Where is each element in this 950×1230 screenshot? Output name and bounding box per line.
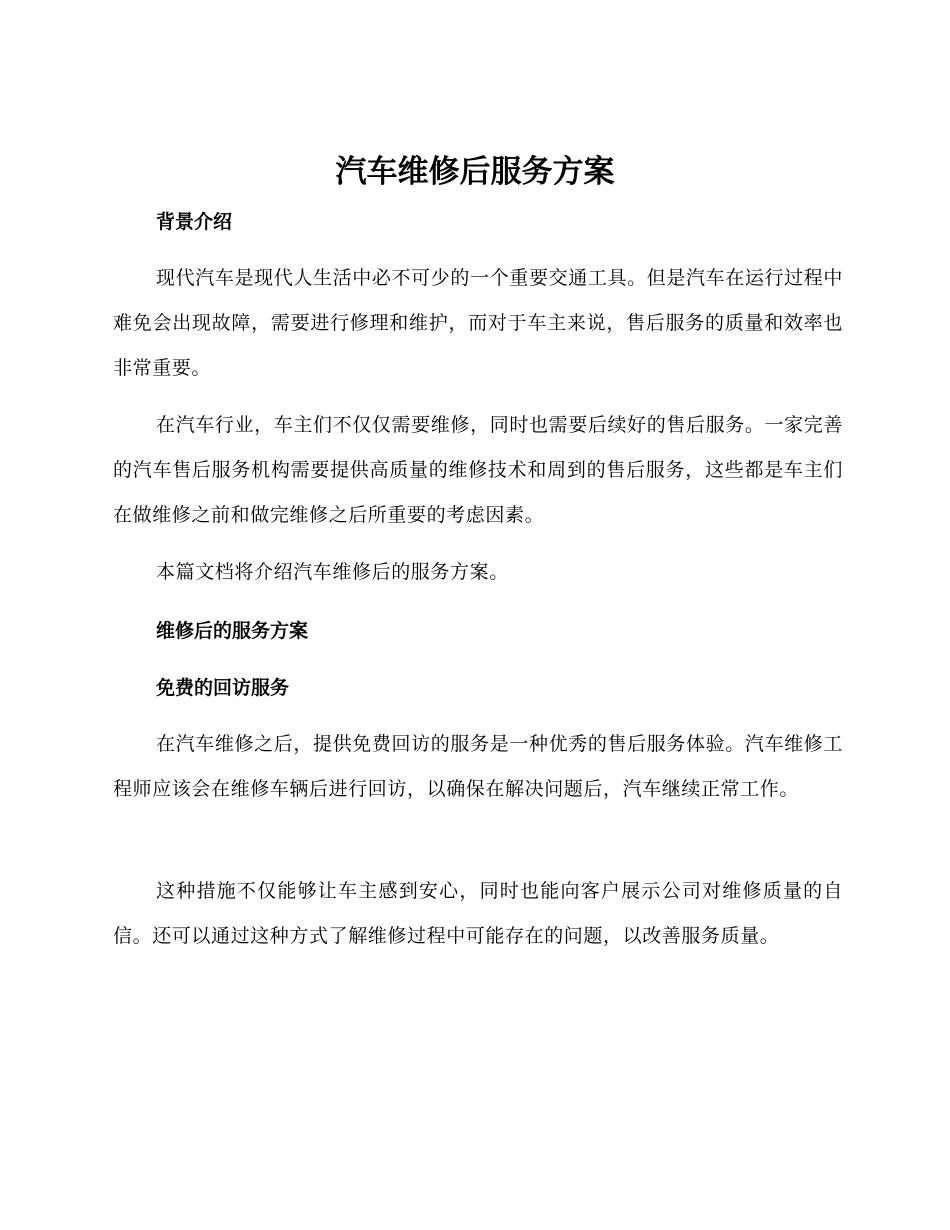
paragraph-intro-importance: 现代汽车是现代人生活中必不可少的一个重要交通工具。但是汽车在运行过程中难免会出现故障，需要进行修理和维护，而对于车主来说，售后服务的质量和效率也非常重要。 [113,267,843,379]
section-heading-background: 背景介绍 [156,211,233,233]
paragraph-free-visit-benefits: 这种措施不仅能够让车主感到安心，同时也能向客户展示公司对维修质量的自信。还可以通过这种方式了解维修过程中可能存在的问题，以改善服务质量。 [113,880,843,947]
document-title: 汽车维修后服务方案 [335,154,615,190]
paragraph-document-purpose: 本篇文档将介绍汽车维修后的服务方案。 [156,561,509,583]
paragraph-free-visit-description: 在汽车维修之后，提供免费回访的服务是一种优秀的售后服务体验。汽车维修工程师应该会在维修车辆后进行回访，以确保在解决问题后，汽车继续正常工作。 [113,733,843,800]
paragraph-industry-needs: 在汽车行业，车主们不仅仅需要维修，同时也需要后续好的售后服务。一家完善的汽车售后服务机构需要提供高质量的维修技术和周到的售后服务，这些都是车主们在做维修之前和做完维修之后所重要的考虑因素。 [113,414,843,526]
section-heading-after-service: 维修后的服务方案 [156,620,309,642]
subsection-heading-free-visit: 免费的回访服务 [156,677,290,699]
